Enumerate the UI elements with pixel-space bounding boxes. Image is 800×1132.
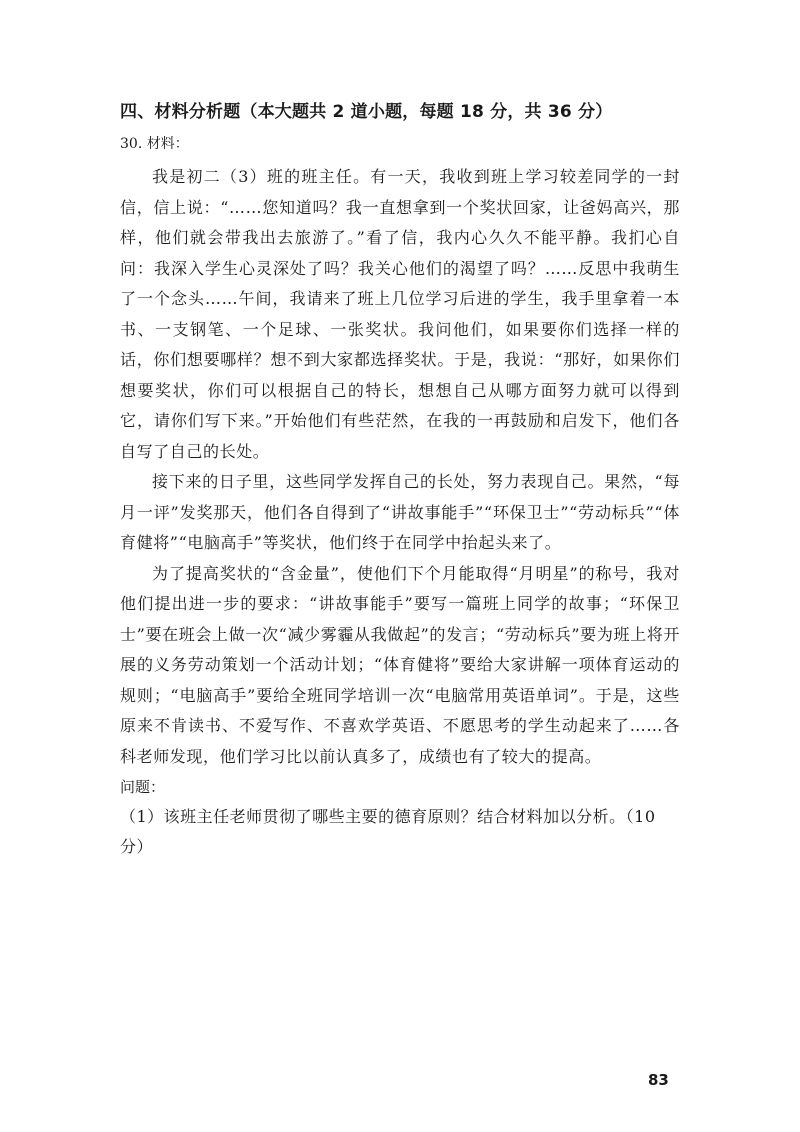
- page-content: [120, 98, 680, 862]
- material-paragraph-3: 为了提高奖状的“含金量”，使他们下个月能取得“月明星”的称号，我对他们提出进一步的要求：“讲故事能手”要写一篇班上同学的故事；“环保卫士”要在班会上做一次“减少雾霾从我做起”的发言；“劳动标兵”要为班上将开展的义务劳动策划一个活动计划；“体育健将”要给大家讲解一项体育运动的规则；“电脑高手”要给全班同学培训一次“电脑常用英语单词”。于是，这些原来不肯读书、不爱写作、不喜欢学英语、不愿思考的学生动起来了……各科老师发现，他们学习比以前认真多了，成绩也有了较大的提高。: [120, 563, 680, 766]
- section-title: 四、材料分析题（本大题共 2 道小题，每题 18 分，共 36 分）: [120, 102, 613, 122]
- material-paragraph-2: 接下来的日子里，这些同学发挥自己的长处，努力表现自己。果然，“每月一评”发奖那天，他们各自得到了“讲故事能手”“环保卫士”“劳动标兵”“体育健将”“电脑高手”等奖状，他们终于在同学中抬起头来了。: [120, 472, 680, 552]
- question-label: 问题：: [120, 778, 166, 796]
- page-number: 83: [648, 1071, 669, 1089]
- question-1: （1）该班主任老师贯彻了哪些主要的德育原则？结合材料加以分析。（10 分）: [120, 807, 656, 856]
- material-paragraph-1: 我是初二（3）班的班主任。有一天，我收到班上学习较差同学的一封信，信上说：“……您知道吗？我一直想拿到一个奖状回家，让爸妈高兴，那样，他们就会带我出去旅游了。”看了信，我内心久久不能平静。我扪心自问：我深入学生心灵深处了吗？我关心他们的渴望了吗？……反思中我萌生了一个念头……午间，我请来了班上几位学习后进的学生，我手里拿着一本书、一支钢笔、一个足球、一张奖状。我问他们，如果要你们选择一样的话，你们想要哪样？想不到大家都选择奖状。于是，我说：“那好，如果你们想要奖状，你们可以根据自己的特长，想想自己从哪方面努力就可以得到它，请你们写下来。”开始他们有些茫然，在我的一再鼓励和启发下，他们各自写了自己的长处。: [120, 167, 680, 461]
- problem-label: 30. 材料：: [120, 136, 189, 152]
